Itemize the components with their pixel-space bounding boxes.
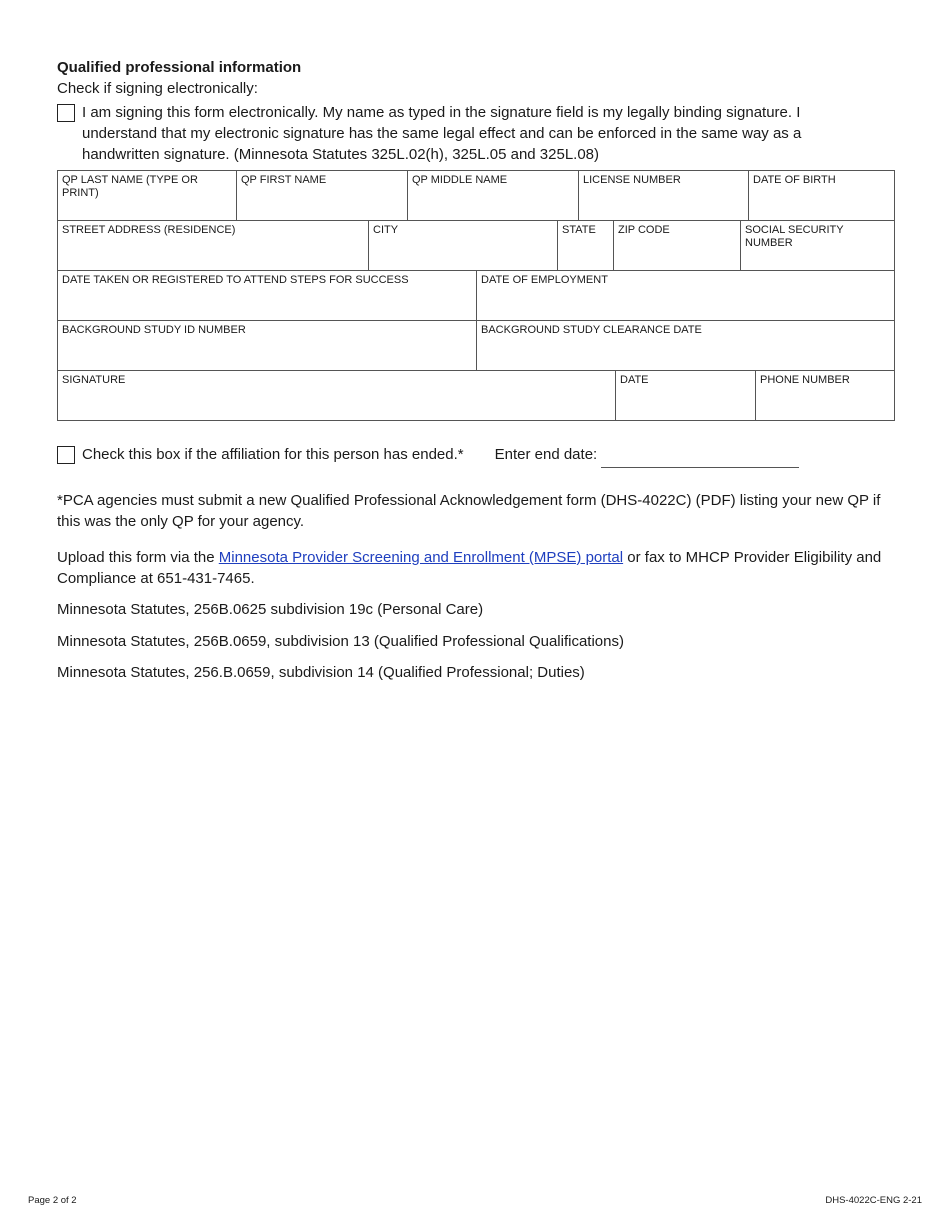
- table-row: [57, 220, 895, 270]
- esig-statement: I am signing this form electronically. My name as typed in the signature field is my legally binding signature. I understand that my electronic signature has the same legal effect and can be enforced in the same way as a handwritten signature. (Minnesota Statutes 325L.02(h), 325L.05 and 325L.08): [82, 104, 802, 163]
- table-row: [57, 320, 895, 370]
- background-clearance-date-field[interactable]: BACKGROUND STUDY CLEARANCE DATE: [481, 324, 702, 336]
- date-of-employment-field[interactable]: DATE OF EMPLOYMENT: [481, 274, 608, 286]
- esig-instruction: Check if signing electronically:: [57, 80, 258, 97]
- end-date-input[interactable]: [601, 447, 799, 468]
- upload-instructions: [57, 548, 895, 589]
- qp-middle-name-field[interactable]: QP MIDDLE NAME: [408, 171, 579, 220]
- section-title: Qualified professional information: [57, 59, 302, 76]
- state-field[interactable]: STATE: [558, 221, 614, 270]
- steps-for-success-date-field[interactable]: DATE TAKEN OR REGISTERED TO ATTEND STEPS FOR SUCCESS: [58, 271, 477, 320]
- city-field[interactable]: CITY: [369, 221, 558, 270]
- form-id: DHS-4022C-ENG 2-21: [825, 1195, 922, 1206]
- form-page: [57, 58, 895, 684]
- table-row: [57, 370, 895, 421]
- affiliation-ended-checkbox[interactable]: [57, 446, 75, 464]
- background-study-id-field[interactable]: BACKGROUND STUDY ID NUMBER: [58, 321, 477, 370]
- phone-number-field[interactable]: PHONE NUMBER: [760, 374, 850, 386]
- affiliation-row: [57, 445, 895, 468]
- end-date-label: Enter end date:: [494, 446, 598, 463]
- affiliation-ended-label: Check this box if the affiliation for this person has ended.*: [82, 446, 464, 463]
- mpse-portal-link[interactable]: Minnesota Provider Screening and Enrollment (MPSE) portal: [218, 549, 624, 566]
- table-row: [57, 170, 895, 220]
- esig-row: [57, 102, 895, 165]
- qp-first-name-field[interactable]: QP FIRST NAME: [237, 171, 408, 220]
- upload-prefix: Upload this form via the: [57, 549, 219, 566]
- esig-checkbox[interactable]: [57, 104, 75, 122]
- statute-line: Minnesota Statutes, 256B.0625 subdivision 19c (Personal Care): [57, 601, 484, 618]
- license-number-field[interactable]: LICENSE NUMBER: [579, 171, 749, 220]
- qp-last-name-field[interactable]: QP LAST NAME (TYPE OR PRINT): [58, 171, 237, 220]
- signature-date-field[interactable]: DATE: [616, 371, 756, 420]
- qp-info-table: [57, 170, 895, 421]
- signature-field[interactable]: SIGNATURE: [58, 371, 616, 420]
- zip-code-field[interactable]: ZIP CODE: [614, 221, 741, 270]
- statute-line: Minnesota Statutes, 256B.0659, subdivision 13 (Qualified Professional Qualifications): [57, 632, 624, 650]
- pca-note: *PCA agencies must submit a new Qualified Professional Acknowledgement form (DHS-4022C) (PDF) listing your new QP if this was the only QP for your agency.: [57, 492, 881, 530]
- page-number: Page 2 of 2: [28, 1195, 77, 1206]
- table-row: [57, 270, 895, 320]
- statute-line: Minnesota Statutes, 256.B.0659, subdivision 14 (Qualified Professional; Duties): [57, 664, 585, 681]
- upload-suffix: or fax to MHCP Provider Eligibility and Compliance at 651-431-7465.: [57, 549, 882, 587]
- street-address-field[interactable]: STREET ADDRESS (RESIDENCE): [58, 221, 369, 270]
- ssn-field[interactable]: SOCIAL SECURITY NUMBER: [745, 224, 844, 249]
- date-of-birth-field[interactable]: DATE OF BIRTH: [753, 174, 836, 186]
